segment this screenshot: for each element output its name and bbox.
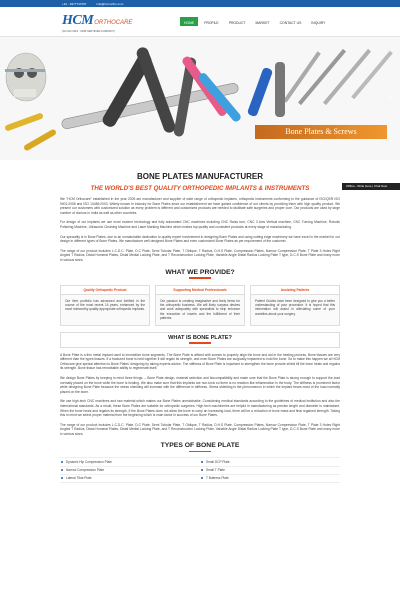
card-title: Supporting Medical Professionals xyxy=(156,286,244,295)
nav-inquiry[interactable]: INQUIRY xyxy=(311,21,326,25)
what-heading-box xyxy=(60,332,340,348)
nav-product[interactable]: PRODUCT xyxy=(228,21,246,25)
intro-paragraph-3: Our speciality is in Bone Plates, due to an unmatchable dedication to quality expert involvement in designing Bone Plates and using cutting edge machinery we have excel in the market for our design in different types of Bone Plates. We manufacture well designed Bone Plates and even customized Bone Plates as per requirement of the customer. xyxy=(60,234,340,244)
heading-underline xyxy=(189,342,211,344)
what-paragraph-2: We design Bone Plates by keeping in mind three things: – Bone Plate design, material selection and biocompatibility and make sure that the Bone Plate is strong enough to support the load normally placed on the bone while the bone is healing. We also make sure that this implants are non-toxic so there is no reaction like inflammation in the body. The stiffness is prominent factor while designing Bone Plate because the stress shielding will increase with the difference in stiffness. Stress shielding is the phenomenon in which the implant bears most of the load normally placed on the bone. xyxy=(60,375,340,394)
site-header xyxy=(0,7,400,37)
type-item[interactable]: Narrow Compression Plate xyxy=(60,467,200,475)
slider-next-arrow[interactable]: › xyxy=(388,93,392,102)
what-paragraph-4: The range of our product includes L.C.D.C. Plate, D.C Plate, Semi Tubular Plate, T Oblique, T Radius, D.H.S Plate, Compression Plates, Narrow Compression Plate, T Plate 3 Holes Right Angled T Radius, Distal Humeral Plates, Distal Medial Locking Plate, and T Reconstruction Locking Plate, Variable Angle Distal Radius Locking Plate T type, D.C.S Bone Plate and many more in various sizes. xyxy=(60,422,340,436)
type-item[interactable]: Lateral Tibia Plate xyxy=(60,475,200,483)
top-contact-bar xyxy=(0,0,400,7)
intro-paragraph-4: The range of our product includes L.C.D.C. Plate, D.C Plate, Semi Tubular Plate, T Oblique, T Radius, D.H.S Plate, Compression Plates, Narrow Compression Plate, T Plate 3 Holes Right Angled T Radius, Distal Humeral Plates, Distal Medial Locking Plate, and T Reconstruction Locking Plate, Variable Angle Distal Radius Locking Plate T type, D.C.S Bone Plate and many more in various sizes. xyxy=(60,248,340,262)
type-item[interactable]: Dynamic Hip Compression Plate xyxy=(60,458,200,466)
card-title: Quality Orthopedic Product xyxy=(61,286,149,295)
nav-market[interactable]: MARKET xyxy=(255,21,270,25)
types-list xyxy=(60,457,340,483)
phone-text[interactable]: +91 - 9377747297 xyxy=(62,1,87,6)
type-item[interactable]: Small DCP Plate xyxy=(200,458,340,466)
hero-caption: Bone Plates & Screws xyxy=(255,125,387,139)
logo-orthocare: ORTHOCARE xyxy=(94,20,133,26)
nav-profile[interactable]: PROFILE xyxy=(204,21,219,25)
main-content xyxy=(60,160,340,483)
what-paragraph-3: We use high-tech CNC machines and raw material which makes our Bone Plates unmatchable. Considering medical standards according to the guidelines of medical institution and also the international standards. As a result, these Bone Plates are suitable for orthopedic surgeries. High tech machineries are helpful in manufacturing as precise length and diameter is maintained. When the bone heals and regains its strength, if the Bone Plates does not allow the bone to carry an increasing load, there will be a reduction of bone mass and final regained strength. Taking this in mind we select proper material from the beginning which is main factor in success of our Bone Plates. xyxy=(60,399,340,418)
card-assisting xyxy=(250,285,340,326)
page-subtitle: THE WORLD'S BEST QUALITY ORTHOPEDIC IMPLANTS & INSTRUMENTS xyxy=(90,185,310,192)
nav-contact-us[interactable]: CONTACT US xyxy=(279,21,302,25)
provide-heading: WHAT WE PROVIDE? xyxy=(165,268,235,276)
what-paragraph-1: A Bone Plate is a thin metal implant used to immobilize bone segments. The Bone Plate is affixed with screws to properly align the bone and aid in the healing process. Bone tissues are very different than the types tissues. If a fractured bone is held together it will regain its strength, and even Bone Plates are surgically implanted to hold the bone. So to make this happen we at HCM Orthocare give special attention to Bone Plates' designing by taking experts advice. The stiffness of Bone Plate is important to strengthen the bone provide shield till the bone heals and regains its strength. Bone tissue has remarkable ability to regenerate itself. xyxy=(60,352,340,371)
type-item[interactable]: Small T Plate xyxy=(200,467,340,475)
intro-paragraph-2: For design of our implants we use most modern technology and fully automated CNC machines including CNC Swiss turn, CNC 3 Axis Vertical machine, CNC Turning Machine, Robotic Polishing Machine, Ultrasonic Cleaning Machine and Laser Marking Machine which makes top quality and consistent products at every stage of manufacturing. xyxy=(60,220,340,229)
provide-cards xyxy=(60,285,340,326)
card-body: Our passion is creating imaginative and lively items for the orthopedic business. We will likely surpass desires and work adequately with specialists to help enhance the execution of inserts and the fulfillment of their patients. xyxy=(160,298,240,321)
email-text[interactable]: info@hcmortho.com xyxy=(96,1,124,6)
what-heading: WHAT IS BONE PLATE? xyxy=(168,334,232,341)
intro-paragraph-1: We "HCM Orthocare" established in the year 2005 are manufacturer and supplier of wide range of orthopedic implants, orthopedic instruments conforming to the guidance of ISO/QSR ISO 9001:2008 and ISO 13485:2003. Widely known in industry for Bone Plates since our establishment we have gained confidence of our clients by providing them with high quality product. We present our customers with customized solution as every problem is different and customized products are needed to facilitate safe surgeries and proper cure. Our products are used by large number of doctors in India as well as other countries. xyxy=(60,197,340,215)
hero-slider xyxy=(0,37,400,160)
card-title: Assisting Patients xyxy=(251,286,339,295)
logo-tagline: (AN ISO 9001 : 2008 CERTIFIED COMPANY) xyxy=(62,30,115,33)
page-title: BONE PLATES MANUFACTURER xyxy=(136,172,264,181)
card-body: Our item portfolio has advanced and fortified in the course of the most recent 14 years, enhanced by the most noteworthy quality appropriate orthopedic implants. xyxy=(65,298,145,312)
card-body: Patient Guides have been designed to give you a better understanding of your procedure. It is hoped that this information will assist in alleviating some of your anxieties about your surgery. xyxy=(255,298,335,316)
nav-home[interactable]: HOME xyxy=(180,17,198,26)
offline-chat-widget[interactable]: Offline - Write Here | Chat Now xyxy=(342,183,400,190)
heading-underline xyxy=(189,451,211,453)
type-item[interactable]: T Buttress Plate xyxy=(200,475,340,483)
card-supporting xyxy=(155,285,245,326)
logo-hcm: HCM xyxy=(62,13,94,28)
slider-prev-arrow[interactable]: ‹ xyxy=(8,93,12,102)
heading-underline xyxy=(189,277,211,279)
types-heading: TYPES OF BONE PLATE xyxy=(160,442,240,450)
logo[interactable] xyxy=(62,11,132,33)
main-nav xyxy=(180,19,329,27)
card-quality xyxy=(60,285,150,326)
hero-image xyxy=(0,37,400,160)
